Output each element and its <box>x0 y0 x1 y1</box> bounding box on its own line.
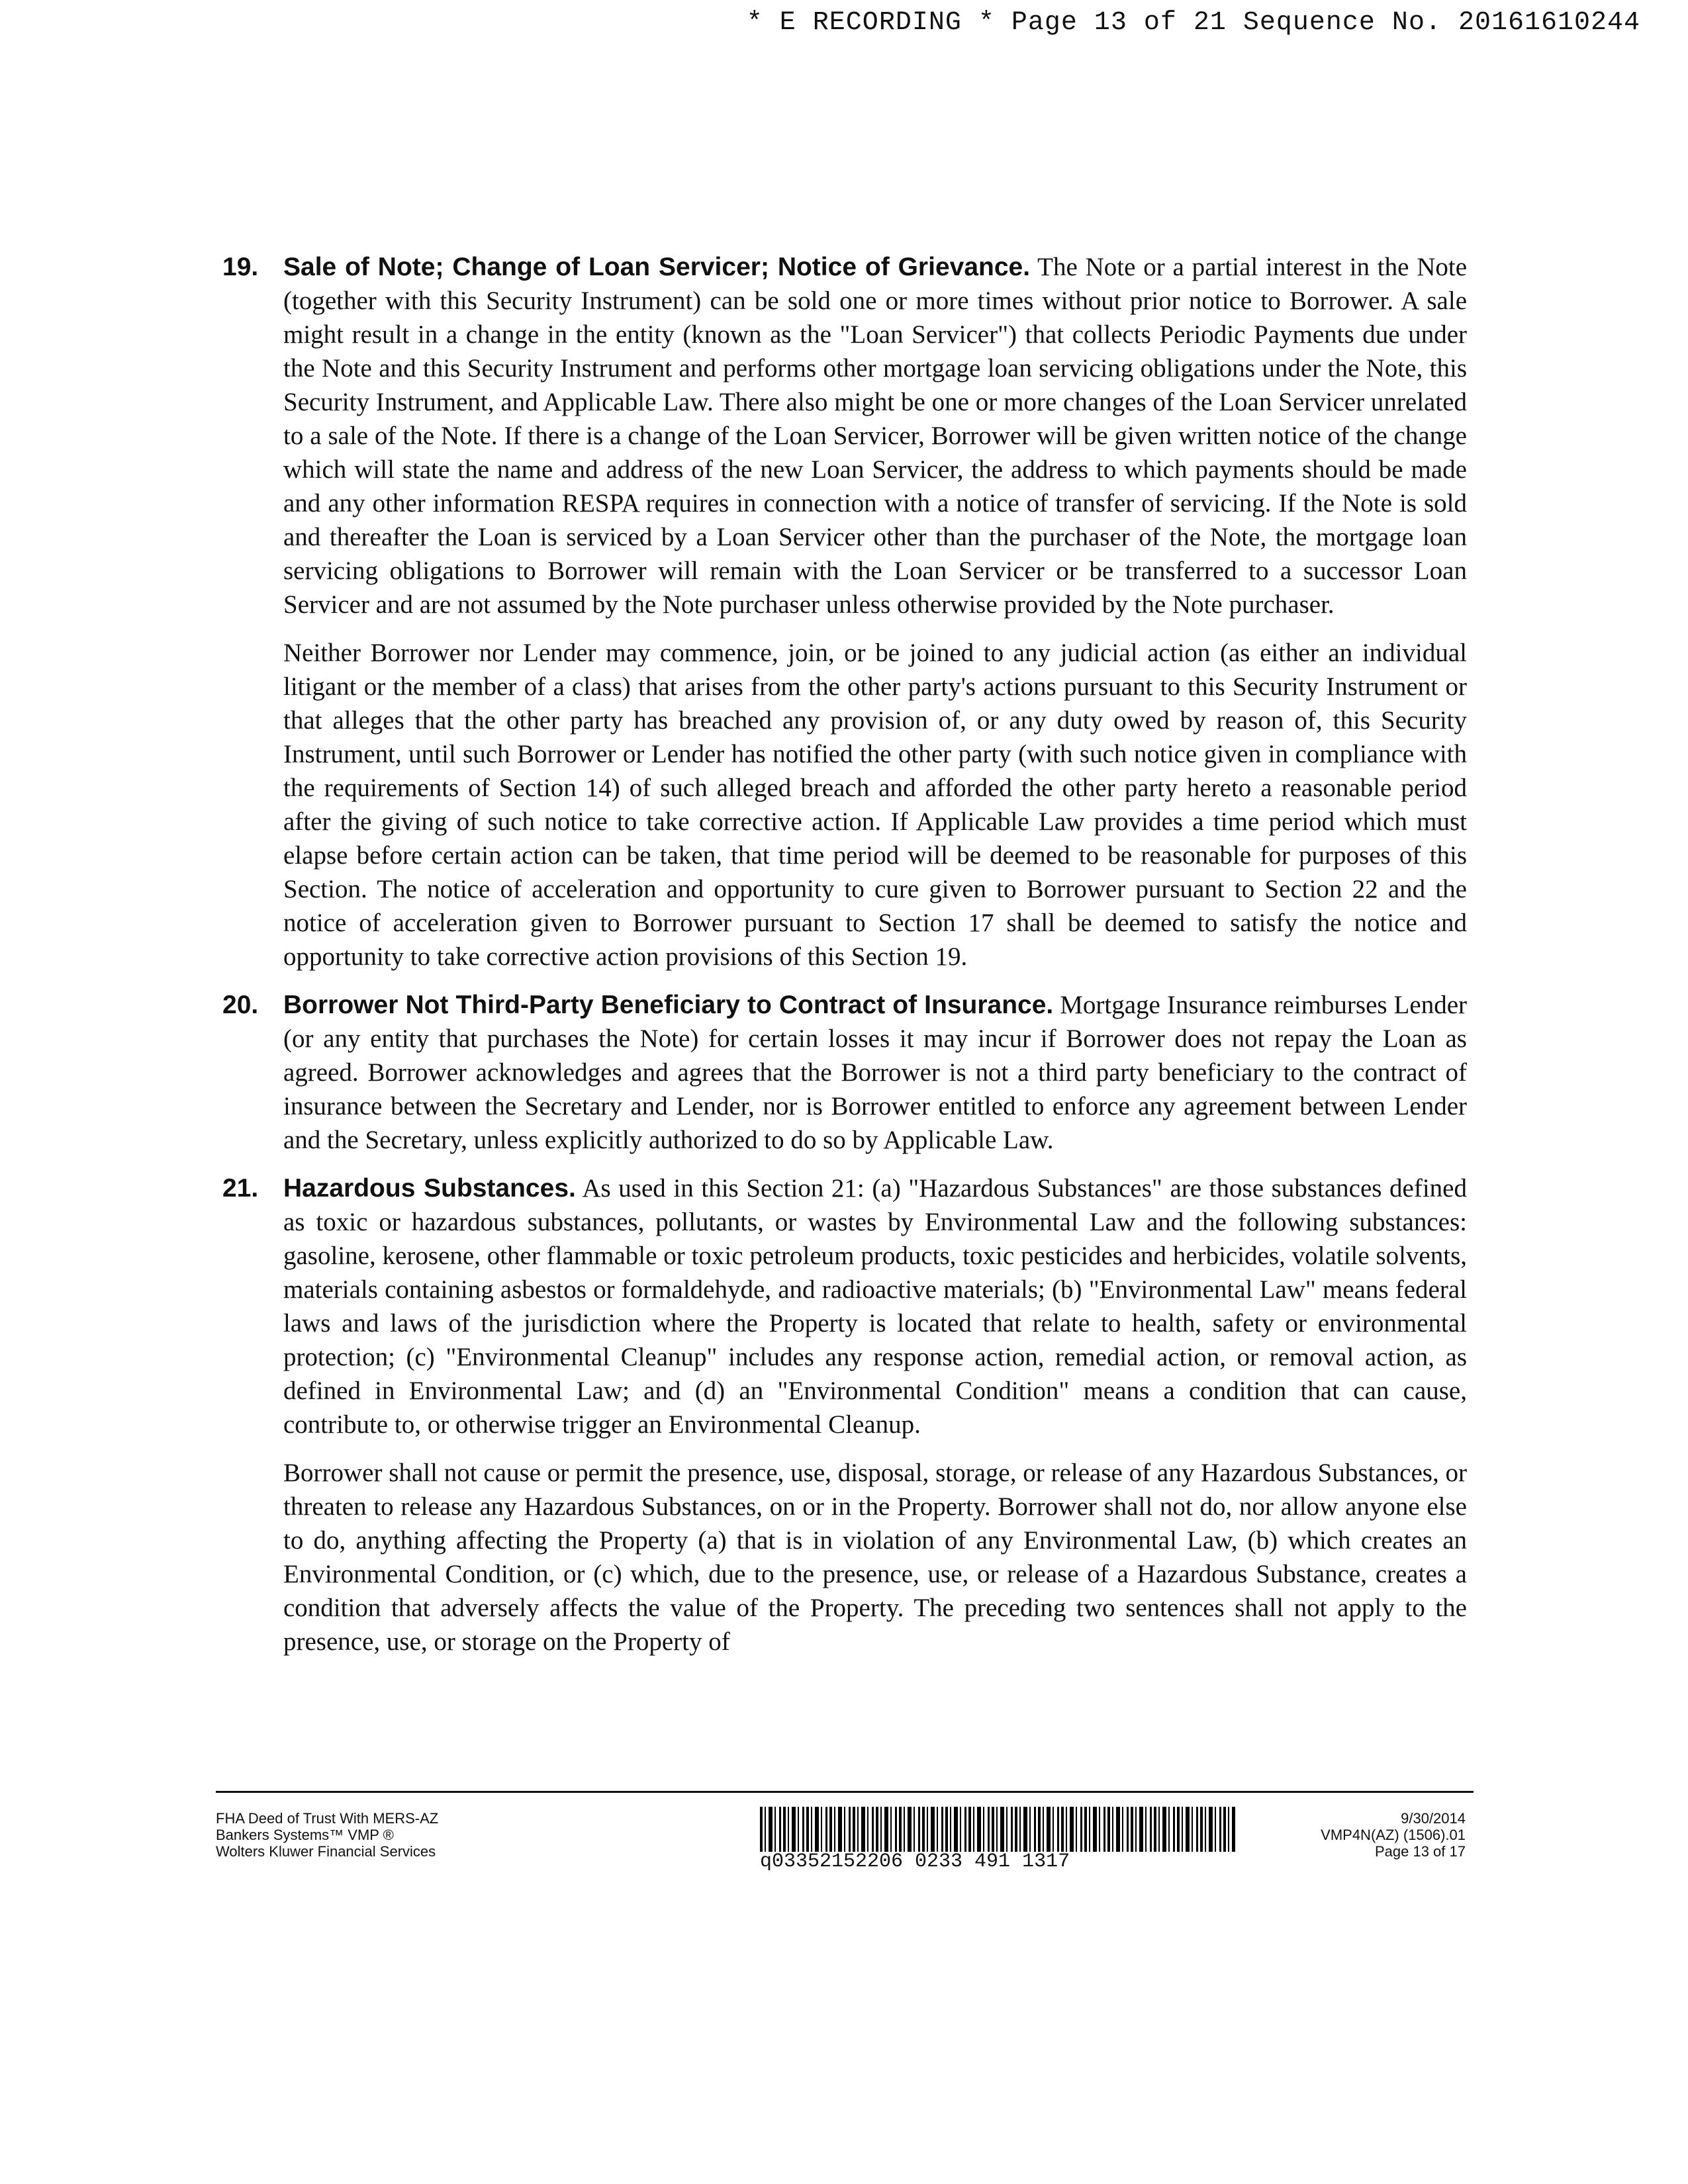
section-19 <box>216 250 1467 974</box>
footer-page-number: Page 13 of 17 <box>1374 1843 1466 1860</box>
section-text: As used in this Section 21: (a) "Hazardous Substances" are those substances defined as toxic or hazardous substances, pollutants, or wastes by Environmental Law and the following substances: gasoline, kerosene, other flammable or toxic petroleum products, toxic pesticides and herbicides, volatile solvents, materials containing asbestos or formaldehyde, and radioactive materials; (b) "Environmental Law" means federal laws and laws of the jurisdiction where the Property is located that relate to health, safety or environmental protection; (c) "Environmental Cleanup" includes any response action, remedial action, or removal action, as defined in Environmental Law; and (d) an "Environmental Condition" means a condition that can cause, contribute to, or otherwise trigger an Environmental Cleanup. <box>283 1174 1467 1439</box>
section-paragraph <box>283 1171 1467 1441</box>
footer-form-code: VMP4N(AZ) (1506).01 <box>1321 1827 1466 1843</box>
section-text: Mortgage Insurance reimburses Lender (or any entity that purchases the Note) for certain losses it may incur if Borrower does not repay the Loan as agreed. Borrower acknowledges and agrees that the Borrower is not a third party beneficiary to the contract of insurance between the Secretary and Lender, nor is Borrower entitled to enforce any agreement between Lender and the Secretary, unless explicitly authorized to do so by Applicable Law. <box>283 991 1467 1154</box>
footer-form-info <box>216 1810 438 1860</box>
footer-form-name: FHA Deed of Trust With MERS-AZ <box>216 1810 439 1827</box>
document-body <box>216 250 1467 1673</box>
section-paragraph <box>283 988 1467 1157</box>
section-title: Hazardous Substances. <box>283 1174 576 1203</box>
footer-date: 9/30/2014 <box>1401 1810 1466 1827</box>
section-number: 21. <box>222 1174 259 1203</box>
barcode <box>760 1807 1235 1852</box>
section-paragraph <box>283 250 1467 621</box>
section-number: 19. <box>222 253 259 281</box>
section-paragraph: Neither Borrower nor Lender may commence, join, or be joined to any judicial action (as either an individual litigant or the member of a class) that arises from the other party's actions pursuant to this Security Instrument or that alleges that the other party has breached any provision of, or any duty owed by reason of, this Security Instrument, until such Borrower or Lender has notified the other party (with such notice given in compliance with the requirements of Section 14) of such alleged breach and afforded the other party hereto a reasonable period after the giving of such notice to take corrective action. If Applicable Law provides a time period which must elapse before certain action can be taken, that time period will be deemed to be reasonable for purposes of this Section. The notice of acceleration and opportunity to cure given to Borrower pursuant to Section 22 and the notice of acceleration given to Borrower pursuant to Section 17 shall be deemed to satisfy the notice and opportunity to take corrective action provisions of this Section 19. <box>283 639 1467 971</box>
section-paragraph: Borrower shall not cause or permit the presence, use, disposal, storage, or release of any Hazardous Substances, or threaten to release any Hazardous Substances, on or in the Property. Borrower shall not do, nor allow anyone else to do, anything affecting the Property (a) that is in violation of any Environmental Law, (b) which creates an Environmental Condition, or (c) which, due to the presence, use, or release of a Hazardous Substance, creates a condition that adversely affects the value of the Property. The preceding two sentences shall not apply to the presence, use, or storage on the Property of <box>283 1459 1467 1656</box>
section-title: Sale of Note; Change of Loan Servicer; Notice of Grievance. <box>283 253 1031 281</box>
section-text: The Note or a partial interest in the Note (together with this Security Instrument) can be sold one or more times without prior notice to Borrower. A sale might result in a change in the entity (known as the "Loan Servicer") that collects Periodic Payments due under the Note and this Security Instrument and performs other mortgage loan servicing obligations under the Note, this Security Instrument, and Applicable Law. There also might be one or more changes of the Loan Servicer unrelated to a sale of the Note. If there is a change of the Loan Servicer, Borrower will be given written notice of the change which will state the name and address of the new Loan Servicer, the address to which payments should be made and any other information RESPA requires in connection with a notice of transfer of servicing. If the Note is sold and thereafter the Loan is serviced by a Loan Servicer other than the purchaser of the Note, the mortgage loan servicing obligations to Borrower will remain with the Loan Servicer or be transferred to a successor Loan Servicer and are not assumed by the Note purchaser unless otherwise provided by the Note purchaser. <box>283 253 1468 619</box>
footer-publisher: Wolters Kluwer Financial Services <box>216 1843 436 1860</box>
section-title: Borrower Not Third-Party Beneficiary to Contract of Insurance. <box>283 991 1054 1019</box>
section-number: 20. <box>222 991 259 1019</box>
recording-stamp: * E RECORDING * Page 13 of 21 Sequence No. 20161610244 <box>746 8 1640 38</box>
footer-page-info <box>1321 1810 1466 1860</box>
section-20 <box>216 988 1467 1157</box>
section-21 <box>216 1171 1467 1659</box>
footer-vendor: Bankers Systems™ VMP ® <box>216 1827 394 1843</box>
footer-rule <box>216 1791 1474 1793</box>
barcode-number: q03352152206 0233 491 1317 <box>760 1850 1070 1873</box>
